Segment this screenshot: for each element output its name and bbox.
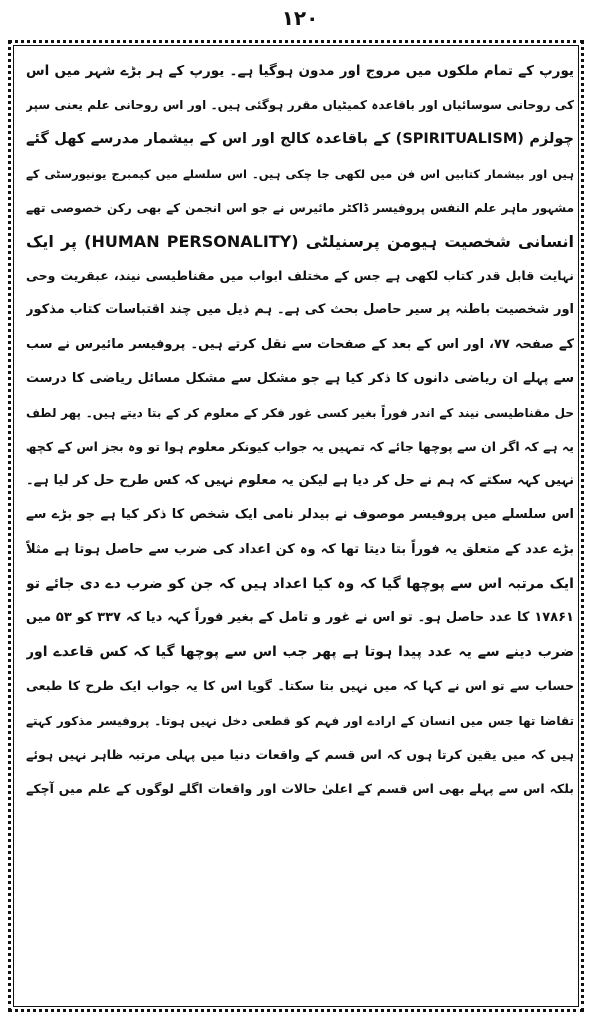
text-line: ضرب دینے سے یہ عدد پیدا ہوتا ہے پھر جب اس سے پوچھا گیا کہ کس قاعدے اور — [26, 644, 574, 661]
text-line: نہیں کہہ سکتے کہ ہم نے حل کر دیا ہے لیکن یہ معلوم نہیں کہ کس طرح حل کر لیا ہے۔ — [26, 473, 574, 489]
text-line: ایک مرتبہ اس سے پوچھا گیا کہ وہ کیا اعداد ہیں کہ جن کو ضرب دے دی جائے تو — [26, 575, 574, 592]
text-line: نہایت قابل قدر کتاب لکھی ہے جس کے مختلف ابواب میں مقناطیسی نیند، عبقریت وحی — [26, 268, 574, 284]
text-line: بلکہ اس سے پہلے بھی اس قسم کے اعلیٰ حالات اور واقعات اگلے لوگوں کے علم میں آچکے — [26, 780, 574, 796]
text-line: کی روحانی سوسائیاں اور باقاعدہ کمیٹیاں مقرر ہوگئی ہیں۔ اور اس روحانی علم یعنی سپر — [26, 98, 574, 113]
text-line: چولزم (SPIRITUALISM) کے باقاعدہ کالج اور اس کے بیشمار مدرسے کھل گئے — [26, 131, 574, 148]
text-line: یہ ہے کہ اگر ان سے پوچھا جائے کہ تمہیں یہ جواب کیونکر معلوم ہوا تو وہ بجز اس کے کچھ — [26, 439, 574, 455]
text-line: ہیں اور بیشمار کتابیں اس فن میں لکھی جا چکی ہیں۔ اس سلسلے میں کیمبرج یونیورسٹی کے — [26, 166, 574, 181]
text-line: یورپ کے تمام ملکوں میں مروج اور مدون ہوگیا ہے۔ یورپ کے ہر بڑے شہر میں اس — [26, 63, 574, 79]
text-line: اس سلسلے میں پروفیسر موصوف نے بیدلر نامی ایک شخص کا ذکر کیا ہے جو بڑے سے — [26, 507, 574, 523]
body-text — [26, 54, 574, 806]
text-line: حساب سے تو اس نے کہا کہ میں نہیں بتا سکتا۔ گویا اس کا یہ جواب ایک طرح کا طبعی — [26, 678, 574, 694]
text-line: کے صفحہ ۷۷، اور اس کے بعد کے صفحات سے نقل کرتے ہیں۔ پروفیسر مائیرس نے سب — [26, 336, 574, 352]
text-line: انسانی شخصیت ہیومن پرسنیلٹی (HUMAN PERSONALITY) پر ایک — [26, 231, 574, 251]
text-line: سے پہلے ان ریاضی دانوں کا ذکر کیا ہے جو مشکل سے مشکل مسائل ریاضی کا درست — [26, 370, 574, 386]
text-line: حل مقناطیسی نیند کے اندر فوراً بغیر کسی غور فکر کے معلوم کر کے بتا دیتے ہیں۔ پھر لطف — [26, 405, 574, 420]
text-line: ۱۷۸۶۱ کا عدد حاصل ہو۔ تو اس نے غور و تامل کے بغیر فوراً کہہ دیا کہ ۳۳۷ کو ۵۳ میں — [26, 610, 574, 625]
text-line: ہیں کہ میں یقین کرتا ہوں کہ اس قسم کے واقعات دنیا میں پہلی مرتبہ ظاہر نہیں ہوئے — [26, 746, 574, 762]
text-line: مشہور ماہر علم النفس پروفیسر ڈاکٹر مائیرس نے جو اس انجمن کے بھی رکن خصوصی تھے — [26, 200, 574, 215]
text-line: بڑے عدد کے متعلق یہ فوراً بتا دیتا تھا کہ وہ کن اعداد کی ضرب سے حاصل ہوتا ہے مثلاً — [26, 541, 574, 557]
text-line: تقاضا تھا جس میں انسان کے ارادے اور فہم کو قطعی دخل نہیں ہوتا۔ پروفیسر مذکور کہتے — [26, 713, 574, 728]
text-line: اور شخصیت باطنہ پر سیر حاصل بحث کی ہے۔ ہم ذیل میں چند اقتباسات کتاب مذکور — [26, 302, 574, 318]
page-number: ۱۲۰ — [281, 6, 319, 30]
